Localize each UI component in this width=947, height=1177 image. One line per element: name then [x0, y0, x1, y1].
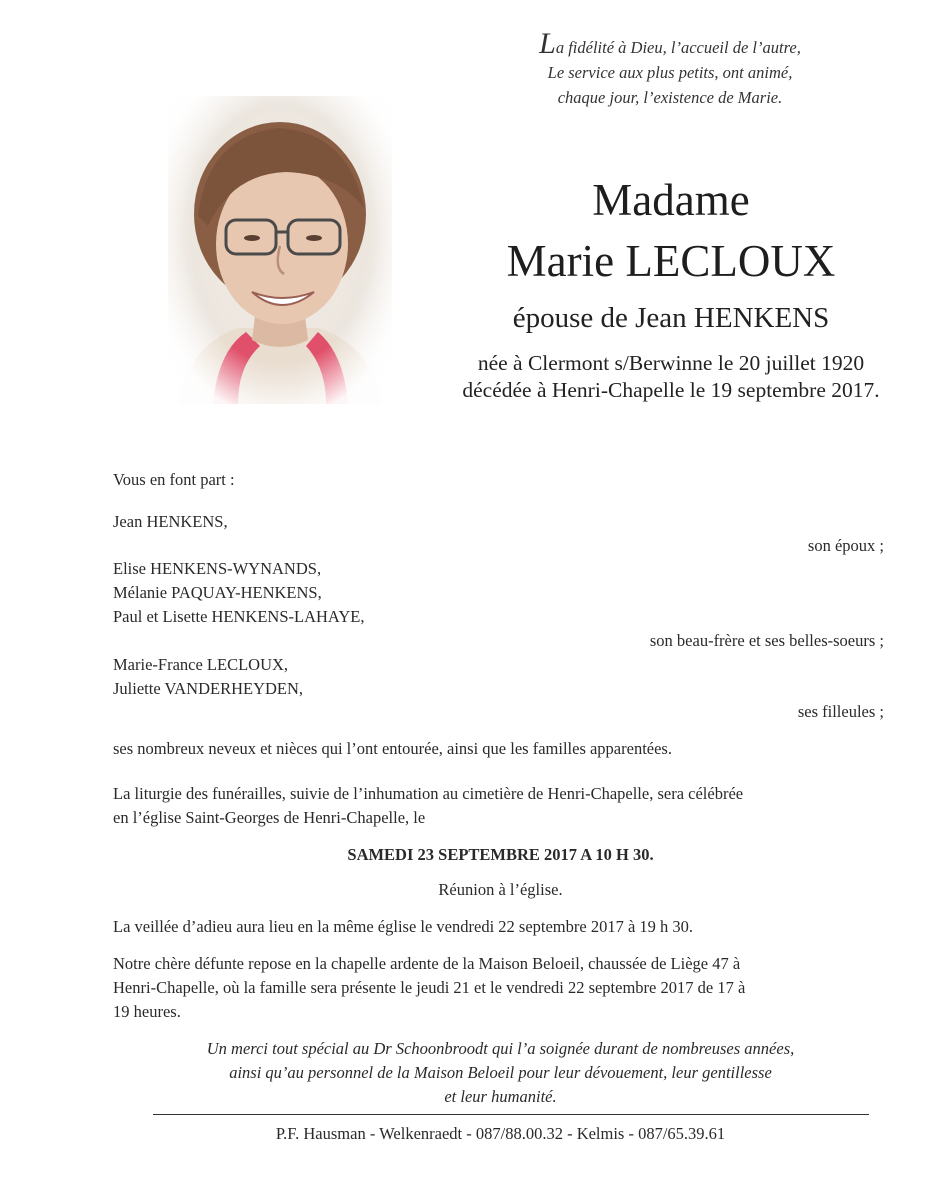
- vigil-line: La veillée d’adieu aura lieu en la même église le vendredi 22 septembre 2017 à 19 h 30.: [113, 917, 694, 936]
- meeting-line: Réunion à l’église.: [438, 880, 563, 899]
- thanks-line-3: et leur humanité.: [444, 1087, 557, 1106]
- rest-line-1: Notre chère défunte repose en la chapelle ardente de la Maison Beloeil, chaussée de Liège 47 à: [113, 954, 741, 973]
- death-line: décédée à Henri-Chapelle le 19 septembre 2017.: [462, 378, 880, 402]
- liturgy-line-2: en l’église Saint-Georges de Henri-Chapelle, le: [113, 808, 426, 827]
- mourner-name: Jean HENKENS,: [113, 512, 228, 531]
- quote-line-3: chaque jour, l’existence de Marie.: [557, 88, 783, 107]
- liturgy-line-1: La liturgie des funérailles, suivie de l’inhumation au cimetière de Henri-Chapelle, sera célébrée: [113, 784, 744, 803]
- quote-line-1: [500, 27, 840, 60]
- funeral-date: SAMEDI 23 SEPTEMBRE 2017 A 10 H 30.: [347, 845, 654, 864]
- relation-label: son époux ;: [807, 536, 884, 555]
- spouse-line: épouse de Jean HENKENS: [512, 302, 830, 334]
- birth-line: née à Clermont s/Berwinne le 20 juillet 1920: [477, 351, 865, 375]
- quote-line-2: Le service aux plus petits, ont animé,: [547, 63, 793, 82]
- portrait-photo: [168, 96, 392, 404]
- quote-line-1-text: a fidélité à Dieu, l’accueil de l’autre,: [555, 38, 801, 57]
- family-line: ses nombreux neveux et nièces qui l’ont entourée, ainsi que les familles apparentées.: [113, 739, 672, 758]
- funeral-home-footer: P.F. Hausman - Welkenraedt - 087/88.00.32 - Kelmis - 087/65.39.61: [275, 1124, 726, 1143]
- deceased-name: Marie LECLOUX: [506, 236, 836, 286]
- relation-label: ses filleules ;: [797, 702, 884, 721]
- opening-quote: [500, 27, 840, 110]
- mourner-name: Elise HENKENS-WYNANDS,: [113, 559, 322, 578]
- quote-dropcap: L: [539, 27, 556, 60]
- honorific: Madame: [592, 175, 750, 225]
- relation-label: son beau-frère et ses belles-soeurs ;: [649, 631, 884, 650]
- rest-line-3: 19 heures.: [113, 1002, 181, 1021]
- portrait-illustration: [168, 96, 392, 404]
- thanks-line-1: Un merci tout spécial au Dr Schoonbroodt qui l’a soignée durant de nombreuses années,: [206, 1039, 795, 1058]
- mourner-name: Paul et Lisette HENKENS-LAHAYE,: [113, 607, 365, 626]
- footer-divider: [153, 1114, 869, 1115]
- mourner-name: Marie-France LECLOUX,: [113, 655, 289, 674]
- mourner-name: Mélanie PAQUAY-HENKENS,: [113, 583, 322, 602]
- rest-line-2: Henri-Chapelle, où la famille sera présente le jeudi 21 et le vendredi 22 septembre 2017 de 17 à: [113, 978, 746, 997]
- mourner-name: Juliette VANDERHEYDEN,: [113, 679, 304, 698]
- announcement-intro: Vous en font part :: [113, 470, 235, 489]
- thanks-line-2: ainsi qu’au personnel de la Maison Beloeil pour leur dévouement, leur gentillesse: [229, 1063, 772, 1082]
